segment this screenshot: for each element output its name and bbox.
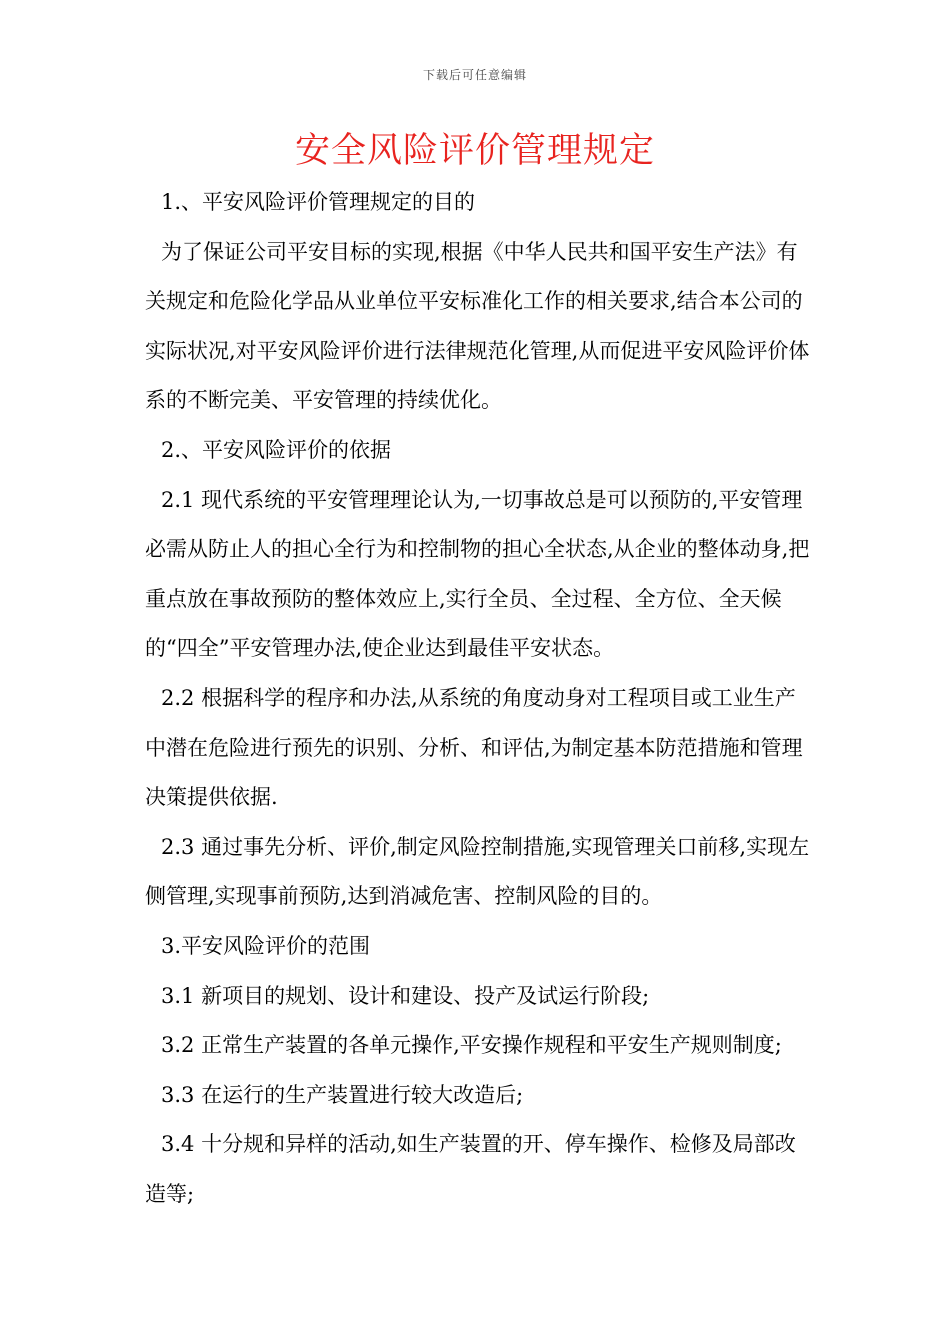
section-2-1-paragraph: 2.1 现代系统的平安管理理论认为,一切事故总是可以预防的,平安管理必需从防止人的担心全行为和控制物的担心全状态,从企业的整体动身,把重点放在事故预防的整体效应上,实行全员、全过程、全方位、全天候的“四全”平安管理办法,使企业达到最佳平安状态。: [145, 487, 810, 661]
section-3-heading: 3.平安风险评价的范围: [161, 933, 371, 958]
section-3-1-item: 3.1 新项目的规划、设计和建设、投产及试运行阶段;: [161, 983, 650, 1008]
section-2-3-paragraph: 2.3 通过事先分析、评价,制定风险控制措施,实现管理关口前移,实现左侧管理,实现事前预防,达到消减危害、控制风险的目的。: [145, 834, 810, 909]
section-3-3-item: 3.3 在运行的生产装置进行较大改造后;: [161, 1082, 524, 1107]
section-2-2-paragraph: 2.2 根据科学的程序和办法,从系统的角度动身对工程项目或工业生产中潜在危险进行预先的识别、分析、和评估,为制定基本防范措施和管理决策提供依据.: [145, 685, 803, 810]
section-3-2-item: 3.2 正常生产装置的各单元操作,平安操作规程和平安生产规则制度;: [161, 1033, 782, 1058]
section-1-paragraph: 为了保证公司平安目标的实现,根据《中华人民共和国平安生产法》有关规定和危险化学品从业单位平安标准化工作的相关要求,结合本公司的实际状况,对平安风险评价进行法律规范化管理,从而促进平安风险评价体系的不断完美、平安管理的持续优化。: [145, 239, 810, 413]
document-title: 安全风险评价管理规定: [294, 131, 655, 171]
section-3-4-item: 3.4 十分规和异样的活动,如生产装置的开、停车操作、检修及局部改造等;: [145, 1132, 796, 1206]
header-note: 下载后可任意编辑: [422, 68, 527, 82]
document-body: [145, 178, 815, 1219]
section-2-heading: 2.、平安风险评价的依据: [161, 437, 392, 462]
section-1-heading: 1.、平安风险评价管理规定的目的: [161, 190, 476, 214]
